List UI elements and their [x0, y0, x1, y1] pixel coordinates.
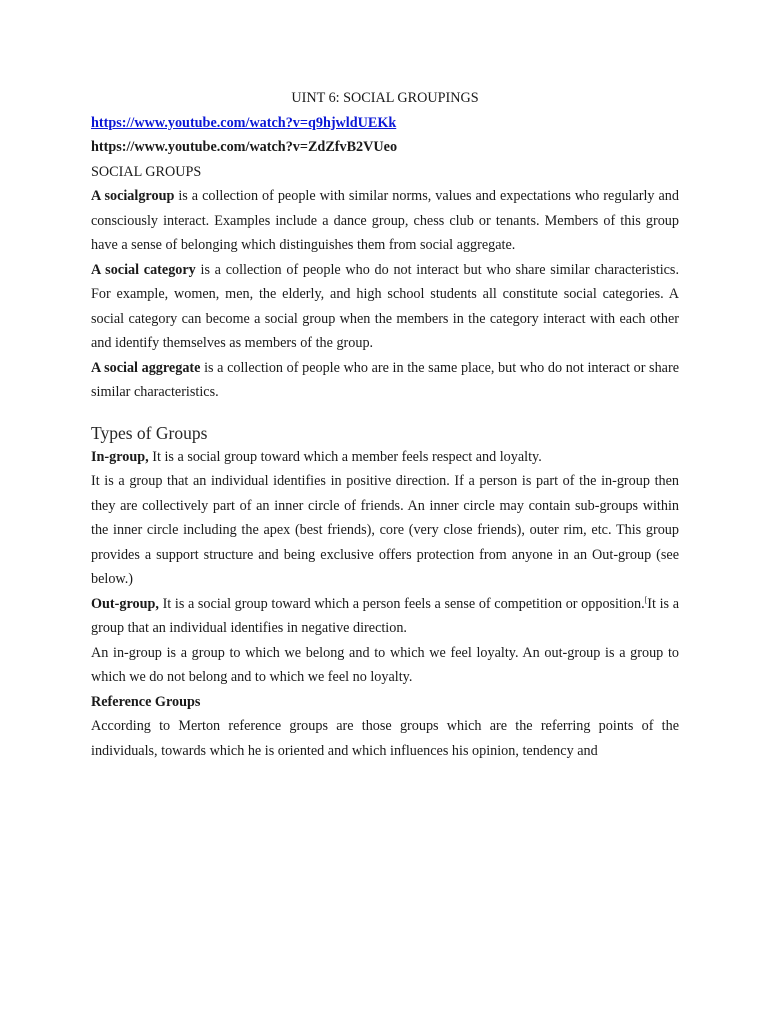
out-group-text-b: It is a group that an individual identifies in negative direction. [91, 595, 679, 636]
section-label: SOCIAL GROUPS [91, 163, 202, 180]
social-category-text: is a collection of people who do not interact but who share similar characteristics. For example, women, men, the elderly, and high school students all constitute social categories. A social category can become a social group when the members in the category interact with each other and identify themselves as members of the group. [91, 261, 680, 351]
youtube-link-2[interactable]: https://www.youtube.com/watch?v=ZdZfvB2VUeo [91, 139, 398, 155]
in-group-paragraph: It is a group that an individual identifies in positive direction. If a person is part of the in-group then they are collectively part of an inner circle of friends. An inner circle may contain sub-groups within the inner circle including the apex (best friends), core (very close friends), outer rim, etc. This group provides a support structure and being exclusive offers protection from anyone in an Out-group (see below.) [91, 473, 679, 587]
document-page [91, 86, 679, 763]
social-group-paragraph [91, 184, 679, 258]
out-group-paragraph: An in-group is a group to which we belong and to which we feel loyalty. An out-group is a group to which we do not belong and to which we feel no loyalty. [91, 644, 679, 685]
in-group-text: It is a social group toward which a member feels respect and loyalty. [148, 448, 542, 465]
out-group-term: Out-group, [91, 595, 159, 612]
in-group-term: In-group, [91, 448, 149, 465]
reference-groups-paragraph: According to Merton reference groups are those groups which are the referring points of the individuals, towards which he is oriented and which influences his opinion, tendency and [91, 718, 679, 759]
social-group-term: A socialgroup [91, 188, 175, 204]
document-title: UINT 6: SOCIAL GROUPINGS [291, 90, 479, 106]
types-of-groups-heading: Types of Groups [91, 422, 208, 443]
social-group-text: is a collection of people with similar norms, values and expectations who regularly and consciously interact. Examples include a dance group, chess club or tenants. Members of this group have a sense of belonging which distinguishes them from social aggregate. [91, 188, 679, 253]
reference-groups-heading: Reference Groups [91, 693, 201, 710]
footnote-mark: [ [644, 594, 648, 604]
out-group-text-a: It is a social group toward which a person feels a sense of competition or opposition. [158, 595, 645, 612]
youtube-link-1[interactable]: https://www.youtube.com/watch?v=q9hjwldUEKk [91, 114, 397, 131]
social-category-paragraph [91, 258, 679, 356]
social-aggregate-term: A social aggregate [91, 359, 201, 376]
social-aggregate-text: is a collection of people who are in the same place, but who do not interact or share similar characteristics. [91, 359, 679, 400]
social-aggregate-paragraph [91, 356, 679, 405]
in-group-definition [91, 445, 679, 470]
out-group-definition [91, 592, 679, 641]
social-category-term: A social category [91, 261, 196, 278]
